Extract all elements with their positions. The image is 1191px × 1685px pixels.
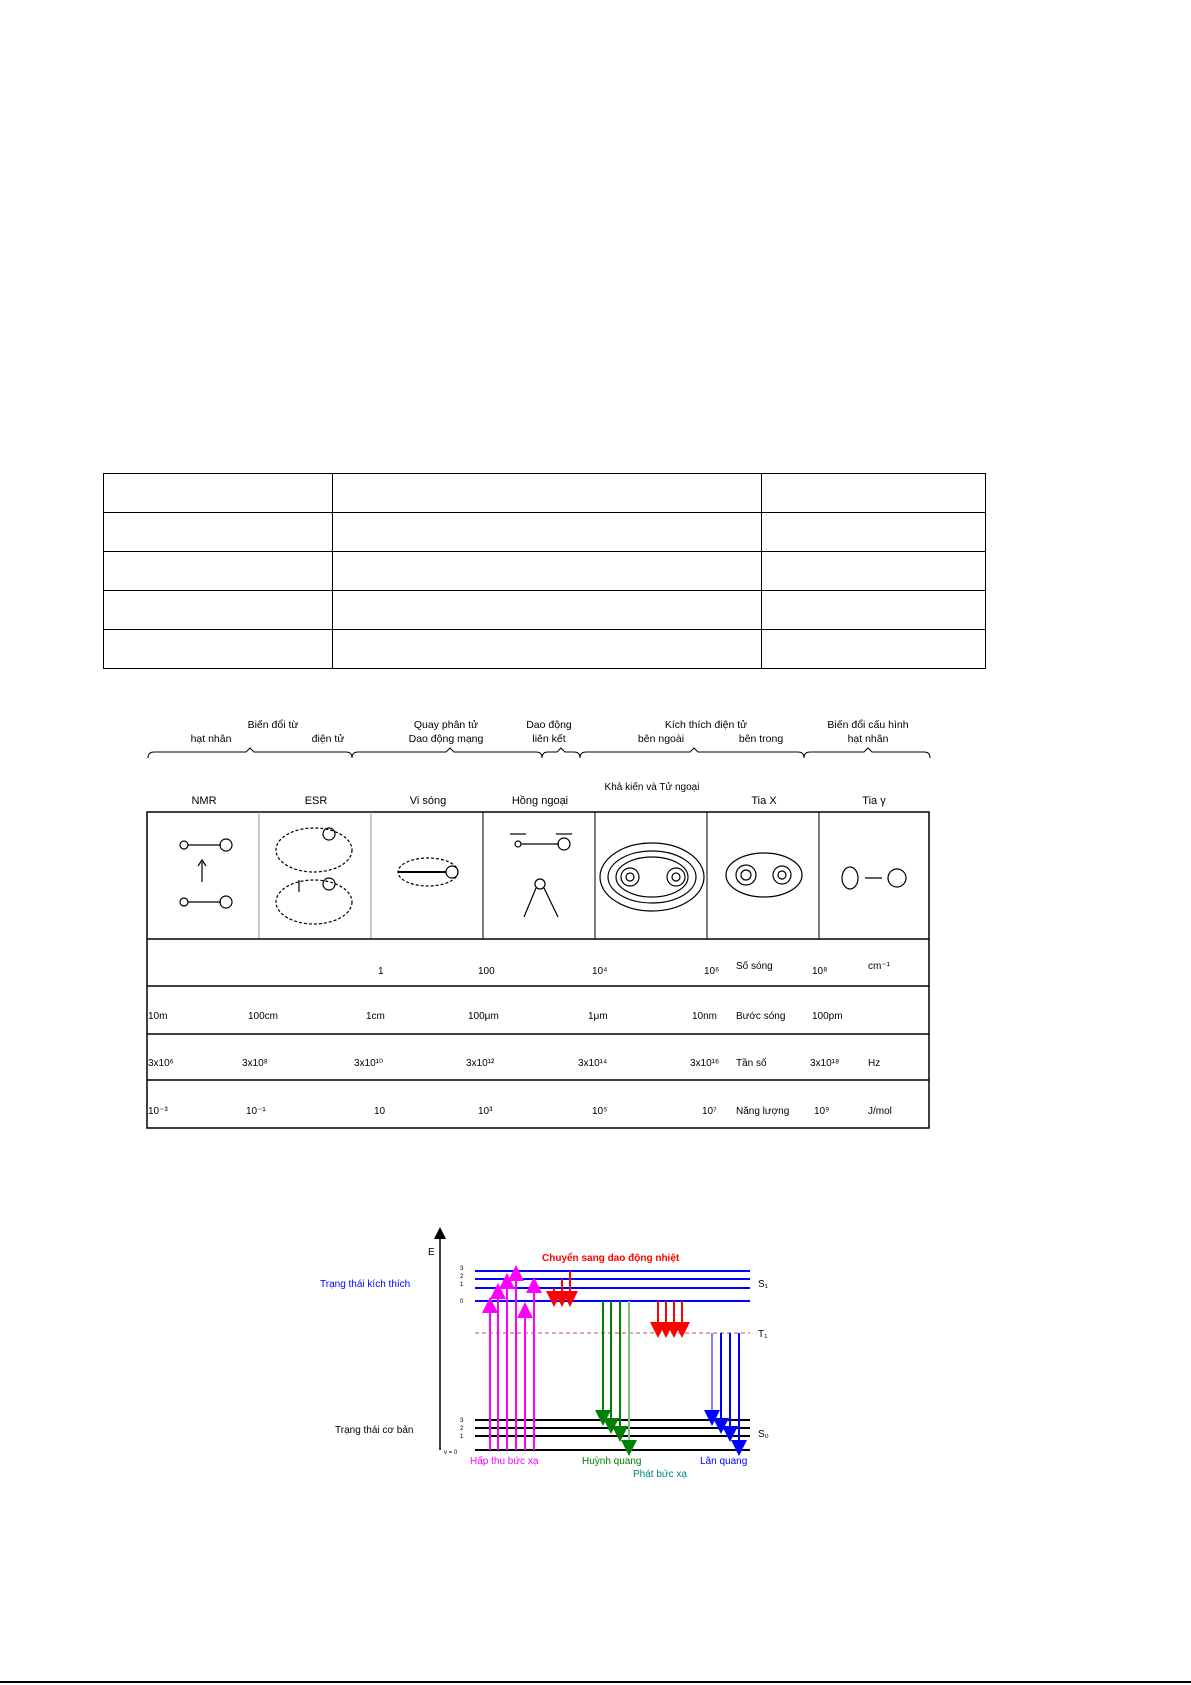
level-s0-label: S₀ <box>758 1429 769 1440</box>
tick-wavenumber: 100 <box>478 966 495 977</box>
tick-wavelength: 1μm <box>588 1011 608 1022</box>
tick-frequency: 3x10⁸ <box>242 1058 268 1069</box>
tick-wavelength: 10m <box>148 1011 168 1022</box>
level-number: 2 <box>460 1426 464 1432</box>
tick-wavenumber: 10⁸ <box>812 966 828 977</box>
level-number: 1 <box>460 1282 464 1288</box>
absorption-label: Hấp thu bức xạ <box>470 1456 539 1467</box>
empty-table <box>103 473 986 669</box>
tick-energy: 10 <box>374 1106 386 1117</box>
uv-visible-icon <box>600 843 704 911</box>
table-cell <box>332 513 762 552</box>
level-t1-label: T₁ <box>758 1329 768 1340</box>
fluorescence-label: Huỳnh quang <box>582 1456 642 1467</box>
table-cell <box>332 630 762 669</box>
table-cell <box>332 552 762 591</box>
excited-state-label: Trạng thái kích thích <box>320 1279 411 1290</box>
tick-energy: 10⁵ <box>592 1106 608 1117</box>
tick-energy: 10⁻³ <box>148 1106 168 1117</box>
table-cell <box>104 513 333 552</box>
table-row <box>104 552 986 591</box>
tick-energy: 10⁹ <box>814 1106 830 1117</box>
level-number: 1 <box>460 1434 464 1440</box>
level-number: 3 <box>460 1418 464 1424</box>
table-cell <box>104 552 333 591</box>
category-braces <box>148 748 930 758</box>
fluorescence-arrows <box>603 1301 629 1448</box>
level-s1-label: S₁ <box>758 1279 769 1290</box>
tick-frequency: 3x10¹⁴ <box>578 1058 608 1069</box>
scale-label-frequency: Tần số <box>736 1058 767 1069</box>
scale-label-wavelength: Bước sóng <box>736 1011 786 1022</box>
category-vibration-sub: liên kết <box>532 733 566 745</box>
level-number: v = 0 <box>444 1450 458 1456</box>
nmr-icon <box>180 839 232 908</box>
tick-wavenumber: 10⁶ <box>704 966 720 977</box>
phosphorescence-arrows <box>712 1333 739 1448</box>
infrared-icon <box>510 834 572 917</box>
jablonski-diagram <box>320 1225 780 1485</box>
category-rotation: Quay phân tử <box>413 719 479 731</box>
emission-label: Phát bức xạ <box>633 1469 687 1480</box>
xray-icon <box>726 853 802 897</box>
table-cell <box>332 474 762 513</box>
tick-frequency: 3x10¹⁸ <box>810 1058 840 1069</box>
tick-wavelength: 100μm <box>468 1011 499 1022</box>
relaxation-label: Chuyển sang dao động nhiệt <box>542 1253 680 1264</box>
tick-energy: 10⁷ <box>702 1106 717 1117</box>
tick-frequency: 3x10⁶ <box>148 1058 174 1069</box>
energy-axis-label: E <box>428 1247 435 1258</box>
gamma-icon <box>842 867 906 889</box>
spectrum-diagram <box>146 712 946 1132</box>
table-cell <box>332 591 762 630</box>
scale-unit-energy: J/mol <box>868 1106 892 1117</box>
scale-label-wavenumber: Số sóng <box>736 961 773 972</box>
table-cell <box>762 552 986 591</box>
table-row <box>104 513 986 552</box>
region-xray: Tia X <box>751 795 777 807</box>
phosphorescence-label: Lân quang <box>700 1456 748 1467</box>
category-vibration: Dao động <box>526 719 572 731</box>
level-number: 0 <box>460 1299 464 1305</box>
absorption-arrows <box>490 1273 534 1450</box>
scale-label-energy: Năng lượng <box>736 1106 790 1117</box>
table-row <box>104 474 986 513</box>
tick-energy: 10⁻¹ <box>246 1106 266 1117</box>
tick-wavenumber: 1 <box>378 966 384 977</box>
table-cell <box>762 474 986 513</box>
category-electronic: Kích thích điện tử <box>664 719 748 731</box>
category-nuclear-config-sub: hạt nhân <box>847 733 889 745</box>
tick-wavelength: 10nm <box>692 1011 718 1022</box>
tick-frequency: 3x10¹⁰ <box>354 1058 384 1069</box>
table-cell <box>762 630 986 669</box>
tick-frequency: 3x10¹² <box>466 1058 495 1069</box>
category-magnetic: Biến đổi từ <box>247 719 299 731</box>
table-cell <box>104 474 333 513</box>
tick-wavelength: 100cm <box>248 1011 279 1022</box>
region-esr: ESR <box>304 795 328 807</box>
region-gamma: Tia γ <box>862 795 886 807</box>
region-uv-visible: Khả kiến và Tử ngoại <box>604 782 700 793</box>
tick-wavelength: 100pm <box>812 1011 843 1022</box>
category-nuclear-config: Biến đổi cấu hình <box>827 719 909 731</box>
category-magnetic-sub-electron: điện tử <box>311 733 345 745</box>
category-rotation-sub: Dao động mạng <box>408 733 484 745</box>
region-nmr: NMR <box>191 795 217 807</box>
microwave-icon <box>398 858 458 886</box>
category-magnetic-sub-nuclear: hạt nhân <box>190 733 232 745</box>
region-infrared: Hồng ngoại <box>511 795 569 807</box>
ground-state-label: Trạng thái cơ bản <box>335 1425 414 1436</box>
tick-energy: 10³ <box>478 1106 493 1117</box>
tick-frequency: 3x10¹⁶ <box>690 1058 720 1069</box>
table-cell <box>762 591 986 630</box>
category-electronic-sub-outer: bên ngoài <box>637 733 685 745</box>
region-microwave: Vi sóng <box>409 795 447 807</box>
scale-unit-wavenumber: cm⁻¹ <box>868 961 890 972</box>
level-number: 3 <box>460 1266 464 1272</box>
table-cell <box>762 513 986 552</box>
esr-icon <box>276 828 352 924</box>
table-cell <box>104 591 333 630</box>
scale-unit-frequency: Hz <box>868 1058 881 1069</box>
tick-wavenumber: 10⁴ <box>592 966 608 977</box>
page-bottom-rule <box>0 1681 1191 1683</box>
tick-wavelength: 1cm <box>366 1011 385 1022</box>
table-row <box>104 630 986 669</box>
level-number: 2 <box>460 1274 464 1280</box>
category-electronic-sub-inner: bên trong <box>738 733 784 745</box>
table-row <box>104 591 986 630</box>
table-cell <box>104 630 333 669</box>
